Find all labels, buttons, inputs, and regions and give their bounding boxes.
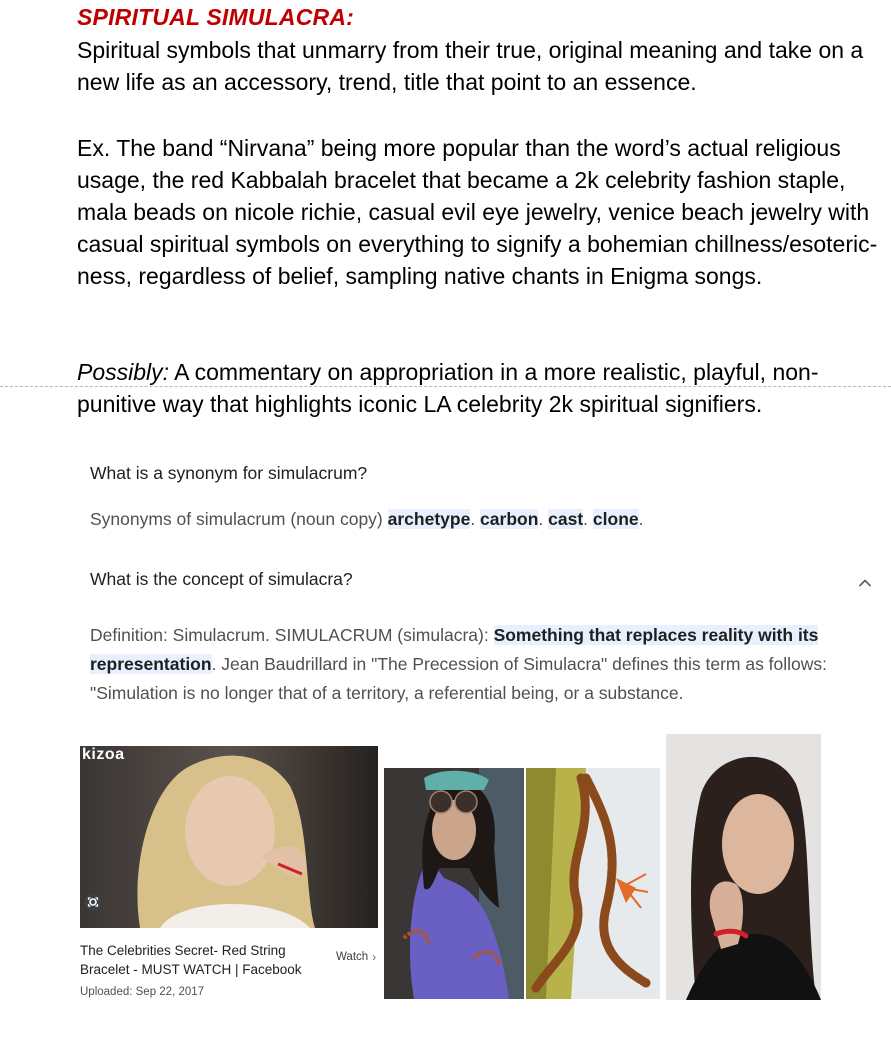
- synonym-term[interactable]: clone: [592, 509, 639, 529]
- possibly-text: A commentary on appropriation in a more realistic, playful, non-punitive way that highlights iconic LA celebrity 2k spiritual signifiers.: [77, 359, 819, 417]
- mala-beads-photo: [526, 768, 660, 999]
- watch-button[interactable]: [328, 942, 384, 972]
- page-break-divider: [0, 386, 891, 387]
- definition-highlight: Something that replaces reality with its representation: [90, 625, 819, 674]
- chevron-up-icon[interactable]: [855, 573, 875, 593]
- celebrity-photo-red-string: [666, 734, 821, 1000]
- celebrity-photo-mala: [384, 768, 524, 999]
- synonym-prefix: Synonyms of simulacrum (noun copy): [90, 509, 388, 529]
- video-caption[interactable]: The Celebrities Secret- Red String Bracelet - MUST WATCH | Facebook: [80, 943, 302, 977]
- video-thumbnail[interactable]: [80, 746, 378, 928]
- definition-paragraph: Spiritual symbols that unmarry from their true, original meaning and take on a new life as an accessory, trend, title that point to an essence.: [77, 37, 864, 95]
- synonym-term[interactable]: archetype: [387, 509, 471, 529]
- possibly-paragraph: [77, 356, 889, 420]
- examples-paragraph: Ex. The band “Nirvana” being more popular than the word’s actual religious usage, the red Kabbalah bracelet that became a 2k celebrity fashion staple, mala beads on nicole richie, casual evil eye jewelry, venice beach jewelry with casual spiritual symbols on everything to signify a bohemian chillness/esoteric-ness, regardless of belief, sampling native chants in Enigma songs.: [77, 135, 878, 289]
- chevron-right-icon: ›: [372, 950, 377, 964]
- google-lens-icon[interactable]: [84, 893, 102, 911]
- faq-answer-synonym: Synonyms of simulacrum (noun copy) archetype. carbon. cast. clone.: [90, 509, 644, 529]
- document-title: SPIRITUAL SIMULACRA:: [77, 4, 355, 30]
- watch-label: Watch: [336, 951, 369, 963]
- faq-question-synonym[interactable]: What is a synonym for simulacrum?: [90, 463, 368, 483]
- synonym-term[interactable]: cast: [548, 509, 584, 529]
- definition-prefix: Definition: Simulacrum. SIMULACRUM (simulacra):: [90, 625, 494, 645]
- faq-answer-concept: [90, 621, 885, 708]
- upload-date: Uploaded: Sep 22, 2017: [80, 986, 205, 998]
- synonym-term[interactable]: carbon: [480, 509, 539, 529]
- faq-question-concept[interactable]: What is the concept of simulacra?: [90, 569, 353, 589]
- possibly-label: Possibly:: [77, 359, 170, 385]
- definition-suffix: . Jean Baudrillard in "The Precession of Simulacra" defines this term as follows: "Simulation is no longer that of a territory, a referential being, or a substance.: [90, 654, 828, 703]
- kizoa-logo: kizoa: [82, 746, 125, 763]
